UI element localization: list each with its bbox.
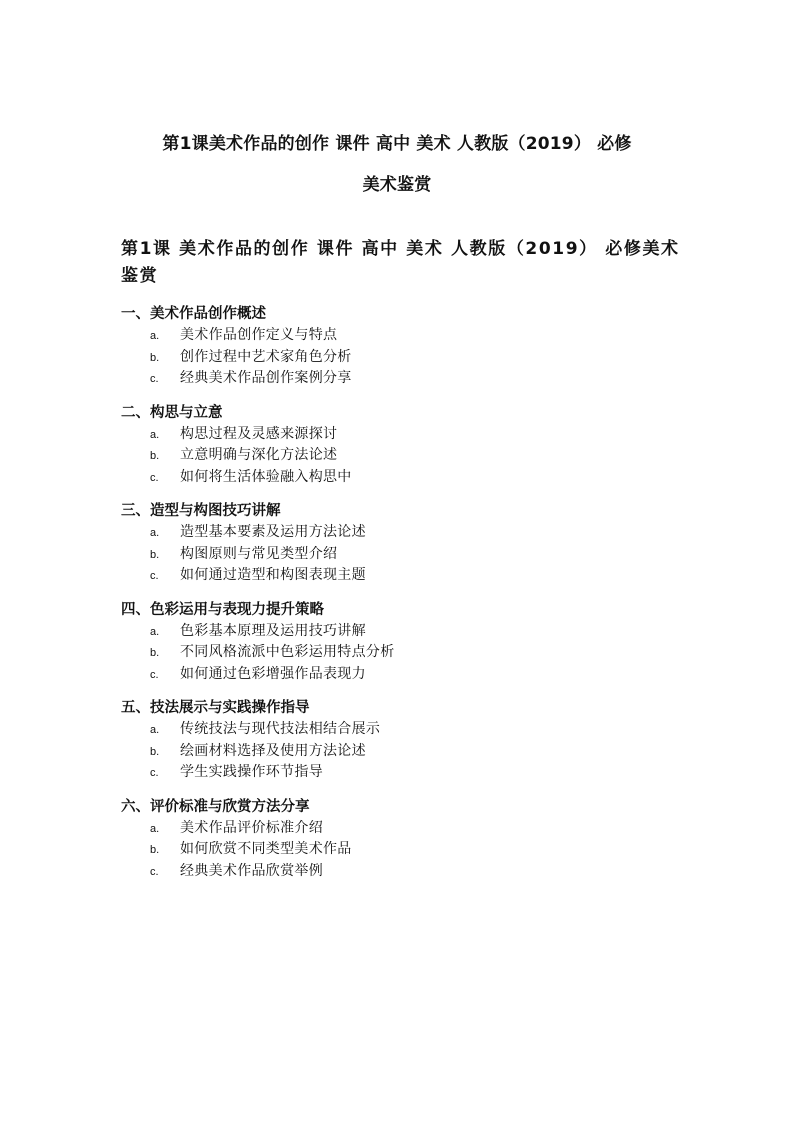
outline-section [121,501,681,587]
item-text: 经典美术作品创作案例分享 [180,370,352,386]
cover-title-line1: 第1课美术作品的创作 课件 高中 美术 人教版（2019） 必修 [162,134,632,154]
section-title: 六、评价标准与欣赏方法分享 [121,798,310,815]
item-text: 经典美术作品欣赏举例 [180,862,323,879]
item-letter: a. [150,428,160,441]
outline-section [121,403,681,489]
item-letter: c. [150,570,159,582]
item-text: 传统技法与现代技法相结合展示 [180,721,381,737]
outline-section [121,698,681,784]
item-letter: c. [150,471,159,484]
list-item [121,544,681,566]
item-letter: a. [150,724,160,736]
item-text: 立意明确与深化方法论述 [180,447,338,463]
item-text: 如何通过造型和构图表现主题 [180,567,366,583]
outline-list [121,304,681,895]
list-item [121,445,681,467]
list-item [121,839,681,861]
cover-title-line2: 美术鉴赏 [362,175,432,195]
item-letter: c. [150,865,159,878]
item-letter: b. [150,450,160,462]
section-title: 二、构思与立意 [121,404,223,421]
item-letter: b. [150,548,160,561]
list-item [121,347,681,369]
list-item [121,467,681,489]
outline-section [121,304,681,390]
list-item [121,719,681,741]
list-item [121,621,681,643]
item-text: 如何欣赏不同类型美术作品 [180,841,352,857]
list-item [121,642,681,664]
item-text: 色彩基本原理及运用技巧讲解 [180,622,366,639]
item-text: 美术作品创作定义与特点 [180,327,338,343]
outline-section [121,600,681,686]
item-letter: c. [150,373,159,385]
item-text: 学生实践操作环节指导 [180,764,323,780]
item-letter: b. [150,745,160,758]
list-item [121,522,681,544]
item-letter: a. [150,527,160,539]
section-title: 一、美术作品创作概述 [121,306,266,322]
list-item [121,424,681,446]
item-text: 不同风格流派中色彩运用特点分析 [180,644,395,660]
list-item [121,565,681,587]
item-letter: c. [150,668,159,681]
list-item [121,741,681,763]
list-item [121,818,681,840]
item-text: 创作过程中艺术家角色分析 [180,348,352,365]
item-text: 造型基本要素及运用方法论述 [180,524,366,540]
document-heading: 第1课 美术作品的创作 课件 高中 美术 人教版（2019） 必修美术鉴赏 [121,239,680,286]
item-letter: a. [150,822,160,835]
list-item [121,664,681,686]
list-item [121,368,681,390]
outline-section [121,797,681,883]
item-letter: a. [150,330,160,342]
item-text: 如何将生活体验融入构思中 [180,468,352,485]
list-item [121,762,681,784]
item-letter: a. [150,625,160,638]
section-title: 五、技法展示与实践操作指导 [121,700,310,716]
item-text: 美术作品评价标准介绍 [180,819,323,836]
item-letter: b. [150,844,160,856]
section-title: 三、造型与构图技巧讲解 [121,503,281,519]
item-text: 构图原则与常见类型介绍 [180,545,338,562]
item-letter: c. [150,767,159,779]
item-text: 构思过程及灵感来源探讨 [180,425,338,442]
list-item [121,861,681,883]
list-item [121,325,681,347]
item-letter: b. [150,351,160,364]
section-title: 四、色彩运用与表现力提升策略 [121,601,324,618]
item-text: 绘画材料选择及使用方法论述 [180,742,366,759]
item-text: 如何通过色彩增强作品表现力 [180,665,366,682]
item-letter: b. [150,647,160,659]
